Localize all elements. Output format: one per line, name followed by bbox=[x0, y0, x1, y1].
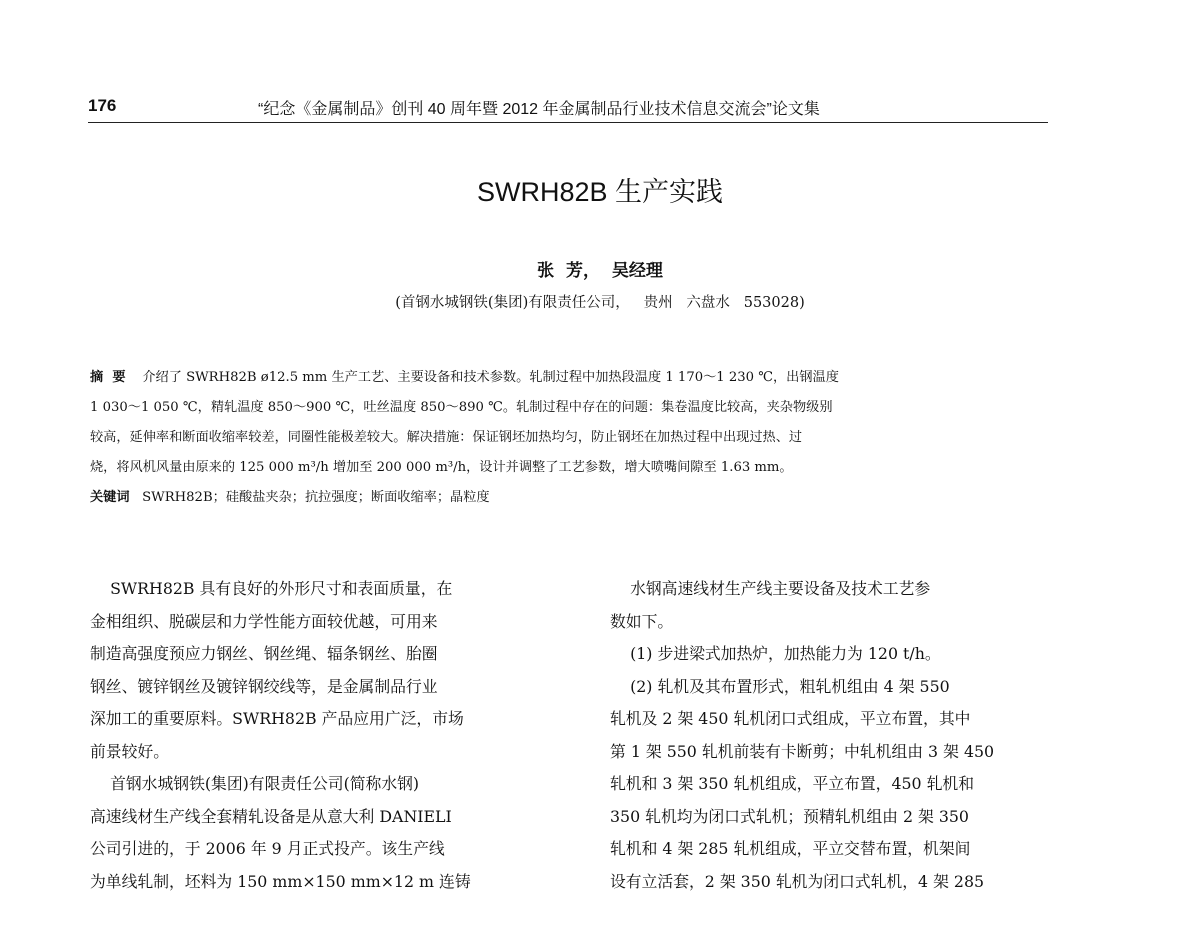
body-column-left bbox=[90, 575, 570, 900]
keywords-line bbox=[90, 486, 1082, 516]
body-line: (1) 步进梁式加热炉，加热能力为 120 t/h。 bbox=[610, 644, 941, 663]
body-line: 设有立活套，2 架 350 轧机为闭口式轧机，4 架 285 bbox=[610, 871, 985, 891]
body-line: 水钢高速线材生产线主要设备及技术工艺参 bbox=[610, 579, 931, 598]
abstract-line: 1 030～1 050 ℃，精轧温度 850～900 ℃，吐丝温度 850～890 ℃。轧制过程中存在的问题：集卷温度比较高，夹杂物级别 bbox=[90, 400, 833, 415]
abstract-line: 烧，将风机风量由原来的 125 000 m³/h 增加至 200 000 m³/h，设计并调整了工艺参数，增大喷嘴间隙至 1.63 mm。 bbox=[90, 460, 793, 475]
body-column-right bbox=[610, 575, 1090, 900]
body-line: 钢丝、镀锌钢丝及镀锌钢绞线等，是金属制品行业 bbox=[90, 676, 438, 696]
body-line: 金相组织、脱碳层和力学性能方面较优越，可用来 bbox=[90, 611, 438, 631]
abstract bbox=[90, 366, 1082, 516]
paper-title: SWRH82B 生产实践 bbox=[476, 177, 724, 207]
running-head: “纪念《金属制品》创刊 40 周年暨 2012 年金属制品行业技术信息交流会”论文集 bbox=[258, 101, 820, 118]
body-line: 轧机和 4 架 285 轧机组成，平立交替布置，机架间 bbox=[610, 839, 971, 858]
authors: 张 芳， 吴经理 bbox=[537, 261, 663, 281]
body-line: (2) 轧机及其布置形式，粗轧机组由 4 架 550 bbox=[610, 676, 950, 696]
keywords-label: 关键词 bbox=[90, 490, 130, 505]
body-line: 350 轧机均为闭口式轧机；预精轧机组由 2 架 350 bbox=[610, 806, 969, 826]
page-header bbox=[88, 96, 1048, 123]
keywords-text: SWRH82B；硅酸盐夹杂；抗拉强度；断面收缩率；晶粒度 bbox=[142, 490, 490, 505]
body-line: SWRH82B 具有良好的外形尺寸和表面质量，在 bbox=[90, 579, 453, 598]
body-line: 第 1 架 550 轧机前装有卡断剪；中轧机组由 3 架 450 bbox=[610, 741, 995, 761]
body-line: 高速线材生产线全套精轧设备是从意大利 DANIELI bbox=[90, 806, 452, 826]
body-line: 数如下。 bbox=[610, 611, 674, 631]
body-line: 首钢水城钢铁(集团)有限责任公司(简称水钢) bbox=[90, 774, 420, 793]
body-line: 轧机及 2 架 450 轧机闭口式组成，平立布置，其中 bbox=[610, 709, 971, 728]
page-number: 176 bbox=[88, 96, 117, 115]
body-line: 深加工的重要原料。SWRH82B 产品应用广泛，市场 bbox=[90, 709, 464, 728]
body-line: 前景较好。 bbox=[90, 741, 169, 761]
abstract-line: 较高，延伸率和断面收缩率较差，同圈性能极差较大。解决措施：保证钢坯加热均匀，防止钢坯在加热过程中出现过热、过 bbox=[90, 430, 803, 445]
abstract-label: 摘 要 bbox=[90, 370, 126, 385]
body-line: 制造高强度预应力钢丝、钢丝绳、辐条钢丝、胎圈 bbox=[90, 644, 438, 663]
abstract-line bbox=[90, 366, 1082, 396]
abstract-text: 介绍了 SWRH82B ø12.5 mm 生产工艺、主要设备和技术参数。轧制过程中加热段温度 1 170～1 230 ℃，出钢温度 bbox=[142, 370, 839, 385]
affiliation: (首钢水城钢铁(集团)有限责任公司， 贵州 六盘水 553028) bbox=[395, 295, 805, 311]
body-line: 公司引进的，于 2006 年 9 月正式投产。该生产线 bbox=[90, 839, 445, 858]
body-line: 轧机和 3 架 350 轧机组成，平立布置，450 轧机和 bbox=[610, 774, 975, 793]
body-line: 为单线轧制，坯料为 150 mm×150 mm×12 m 连铸 bbox=[90, 871, 471, 891]
